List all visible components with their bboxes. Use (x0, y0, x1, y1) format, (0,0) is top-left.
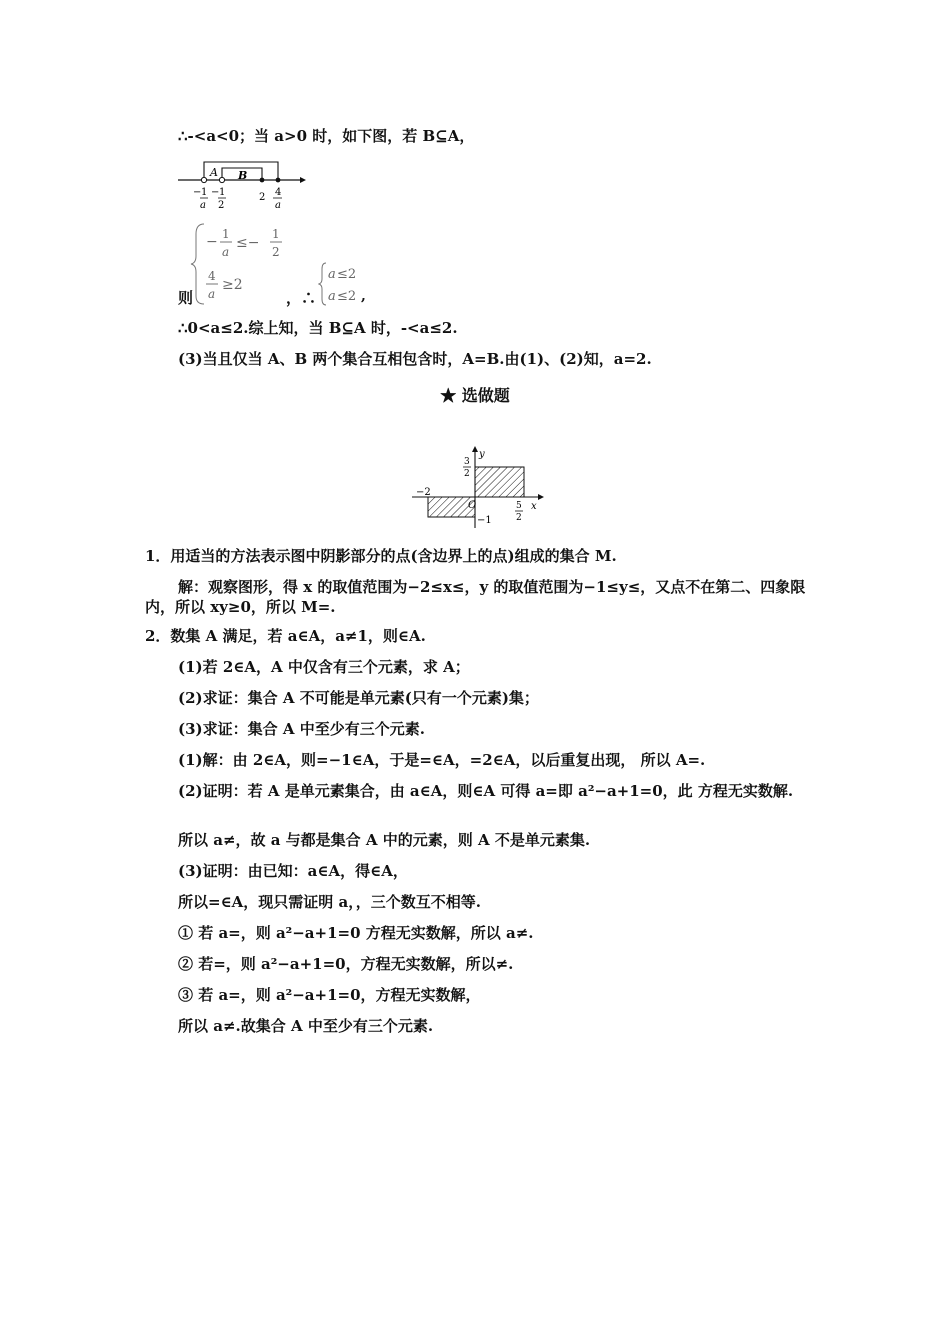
solution-line-7: ② 若=，则 a²−a+1=0，方程无实数解，所以≠. (178, 955, 514, 973)
text-line-3: ∴0<a≤2.综上知，当 B⊆A 时，-<a≤2. (178, 319, 458, 337)
tick-4a-den: a (275, 200, 281, 211)
x-right-num: 5 (516, 501, 522, 511)
solution-line-3: 所以 a≠，故 a 与都是集合 A 中的元素，则 A 不是单元素集. (178, 831, 591, 849)
tick-2: 2 (259, 192, 266, 203)
solution-part-2: (2)证明：若 A 是单元素集合，由 a∈A，则∈A 可得 a=即 a²−a+1=0，此 方程无实数解. (178, 782, 794, 800)
open-point-neg-1-over-a (201, 177, 206, 182)
svg-text:4: 4 (208, 269, 216, 283)
solution-line-8: ③ 若 a=，则 a²−a+1=0，方程无实数解， (178, 986, 481, 1004)
question-2-part-3: (3)求证：集合 A 中至少有三个元素. (178, 720, 425, 738)
svg-text:a: a (222, 245, 230, 259)
svg-text:2: 2 (272, 245, 280, 259)
text-line-1: ∴-<a<0；当 a>0 时，如下图，若 B⊆A， (178, 127, 475, 145)
section-title: ★ 选做题 (440, 386, 510, 405)
svg-text:a: a (208, 287, 216, 301)
inequality-system-2 (318, 260, 378, 308)
x-axis-label: x (531, 501, 537, 512)
minus-sign-2: − (211, 187, 220, 198)
svg-text:a: a (328, 289, 336, 304)
svg-text:≤2: ≤2 (337, 289, 357, 304)
number-line-figure (176, 158, 306, 212)
svg-text:≤2: ≤2 (337, 267, 357, 282)
tick-4a-num: 4 (275, 187, 282, 198)
inequality-system-1 (190, 220, 290, 308)
y-bottom-label: −1 (477, 515, 492, 526)
solution-line-6: ① 若 a=，则 a²−a+1=0 方程无实数解，所以 a≠. (178, 924, 534, 942)
closed-point-2 (260, 178, 265, 183)
question-2-part-2: (2)求证：集合 A 不可能是单元素(只有一个元素)集； (178, 689, 539, 707)
question-1: 1．用适当的方法表示图中阴影部分的点(含边界上的点)组成的集合 M. (145, 547, 617, 565)
question-2: 2．数集 A 满足，若 a∈A，a≠1，则∈A. (145, 627, 426, 645)
solution-line-9: 所以 a≠.故集合 A 中至少有三个元素. (178, 1017, 434, 1035)
tick-neghalf-den: 2 (218, 200, 225, 211)
tick-neg1a-num: 1 (201, 187, 208, 198)
y-top-num: 3 (464, 457, 470, 467)
text-line-4: (3)当且仅当 A、B 两个集合互相包含时，A=B.由(1)、(2)知，a=2. (178, 350, 652, 368)
solution-part-1: (1)解：由 2∈A，则=−1∈A，于是=∈A，=2∈A，以后重复出现， 所以 A=. (178, 751, 706, 769)
closed-point-4-over-a (276, 178, 281, 183)
svg-text:≥2: ≥2 (222, 277, 243, 293)
number-line-arrow (300, 177, 306, 183)
svg-text:,: , (361, 288, 366, 304)
svg-text:−: − (206, 234, 218, 250)
tick-neg1a-den: a (200, 200, 206, 211)
question-2-part-1: (1)若 2∈A，A 中仅含有三个元素，求 A； (178, 658, 470, 676)
x-right-den: 2 (516, 513, 522, 523)
svg-text:1: 1 (272, 227, 280, 241)
comma-therefore: ，∴ (286, 289, 317, 307)
question-1-solution: 解：观察图形，得 x 的取值范围为−2≤x≤，y 的取值范围为−1≤y≤，又点不在第二、四象限内，所以 xy≥0，所以 M=. (145, 578, 806, 616)
open-point-neg-half (219, 177, 224, 182)
svg-text:1: 1 (222, 227, 230, 241)
svg-text:a: a (328, 267, 336, 282)
shaded-region-figure (410, 444, 545, 530)
region-first-quadrant (475, 467, 524, 497)
y-axis-label: y (479, 449, 485, 460)
label-b: B (238, 169, 248, 182)
minus-sign-1: − (193, 187, 202, 198)
solution-line-4: (3)证明：由已知：a∈A，得∈A， (178, 862, 408, 880)
svg-text:≤−: ≤− (236, 235, 260, 251)
solution-line-5: 所以=∈A，现只需证明 a，，三个数互不相等. (178, 893, 481, 911)
origin-label: O (468, 500, 477, 511)
label-a: A (210, 166, 218, 179)
y-top-den: 2 (464, 469, 470, 479)
x-left-label: −2 (416, 487, 431, 498)
then-label: 则 (178, 289, 194, 307)
tick-neghalf-num: 1 (219, 187, 226, 198)
